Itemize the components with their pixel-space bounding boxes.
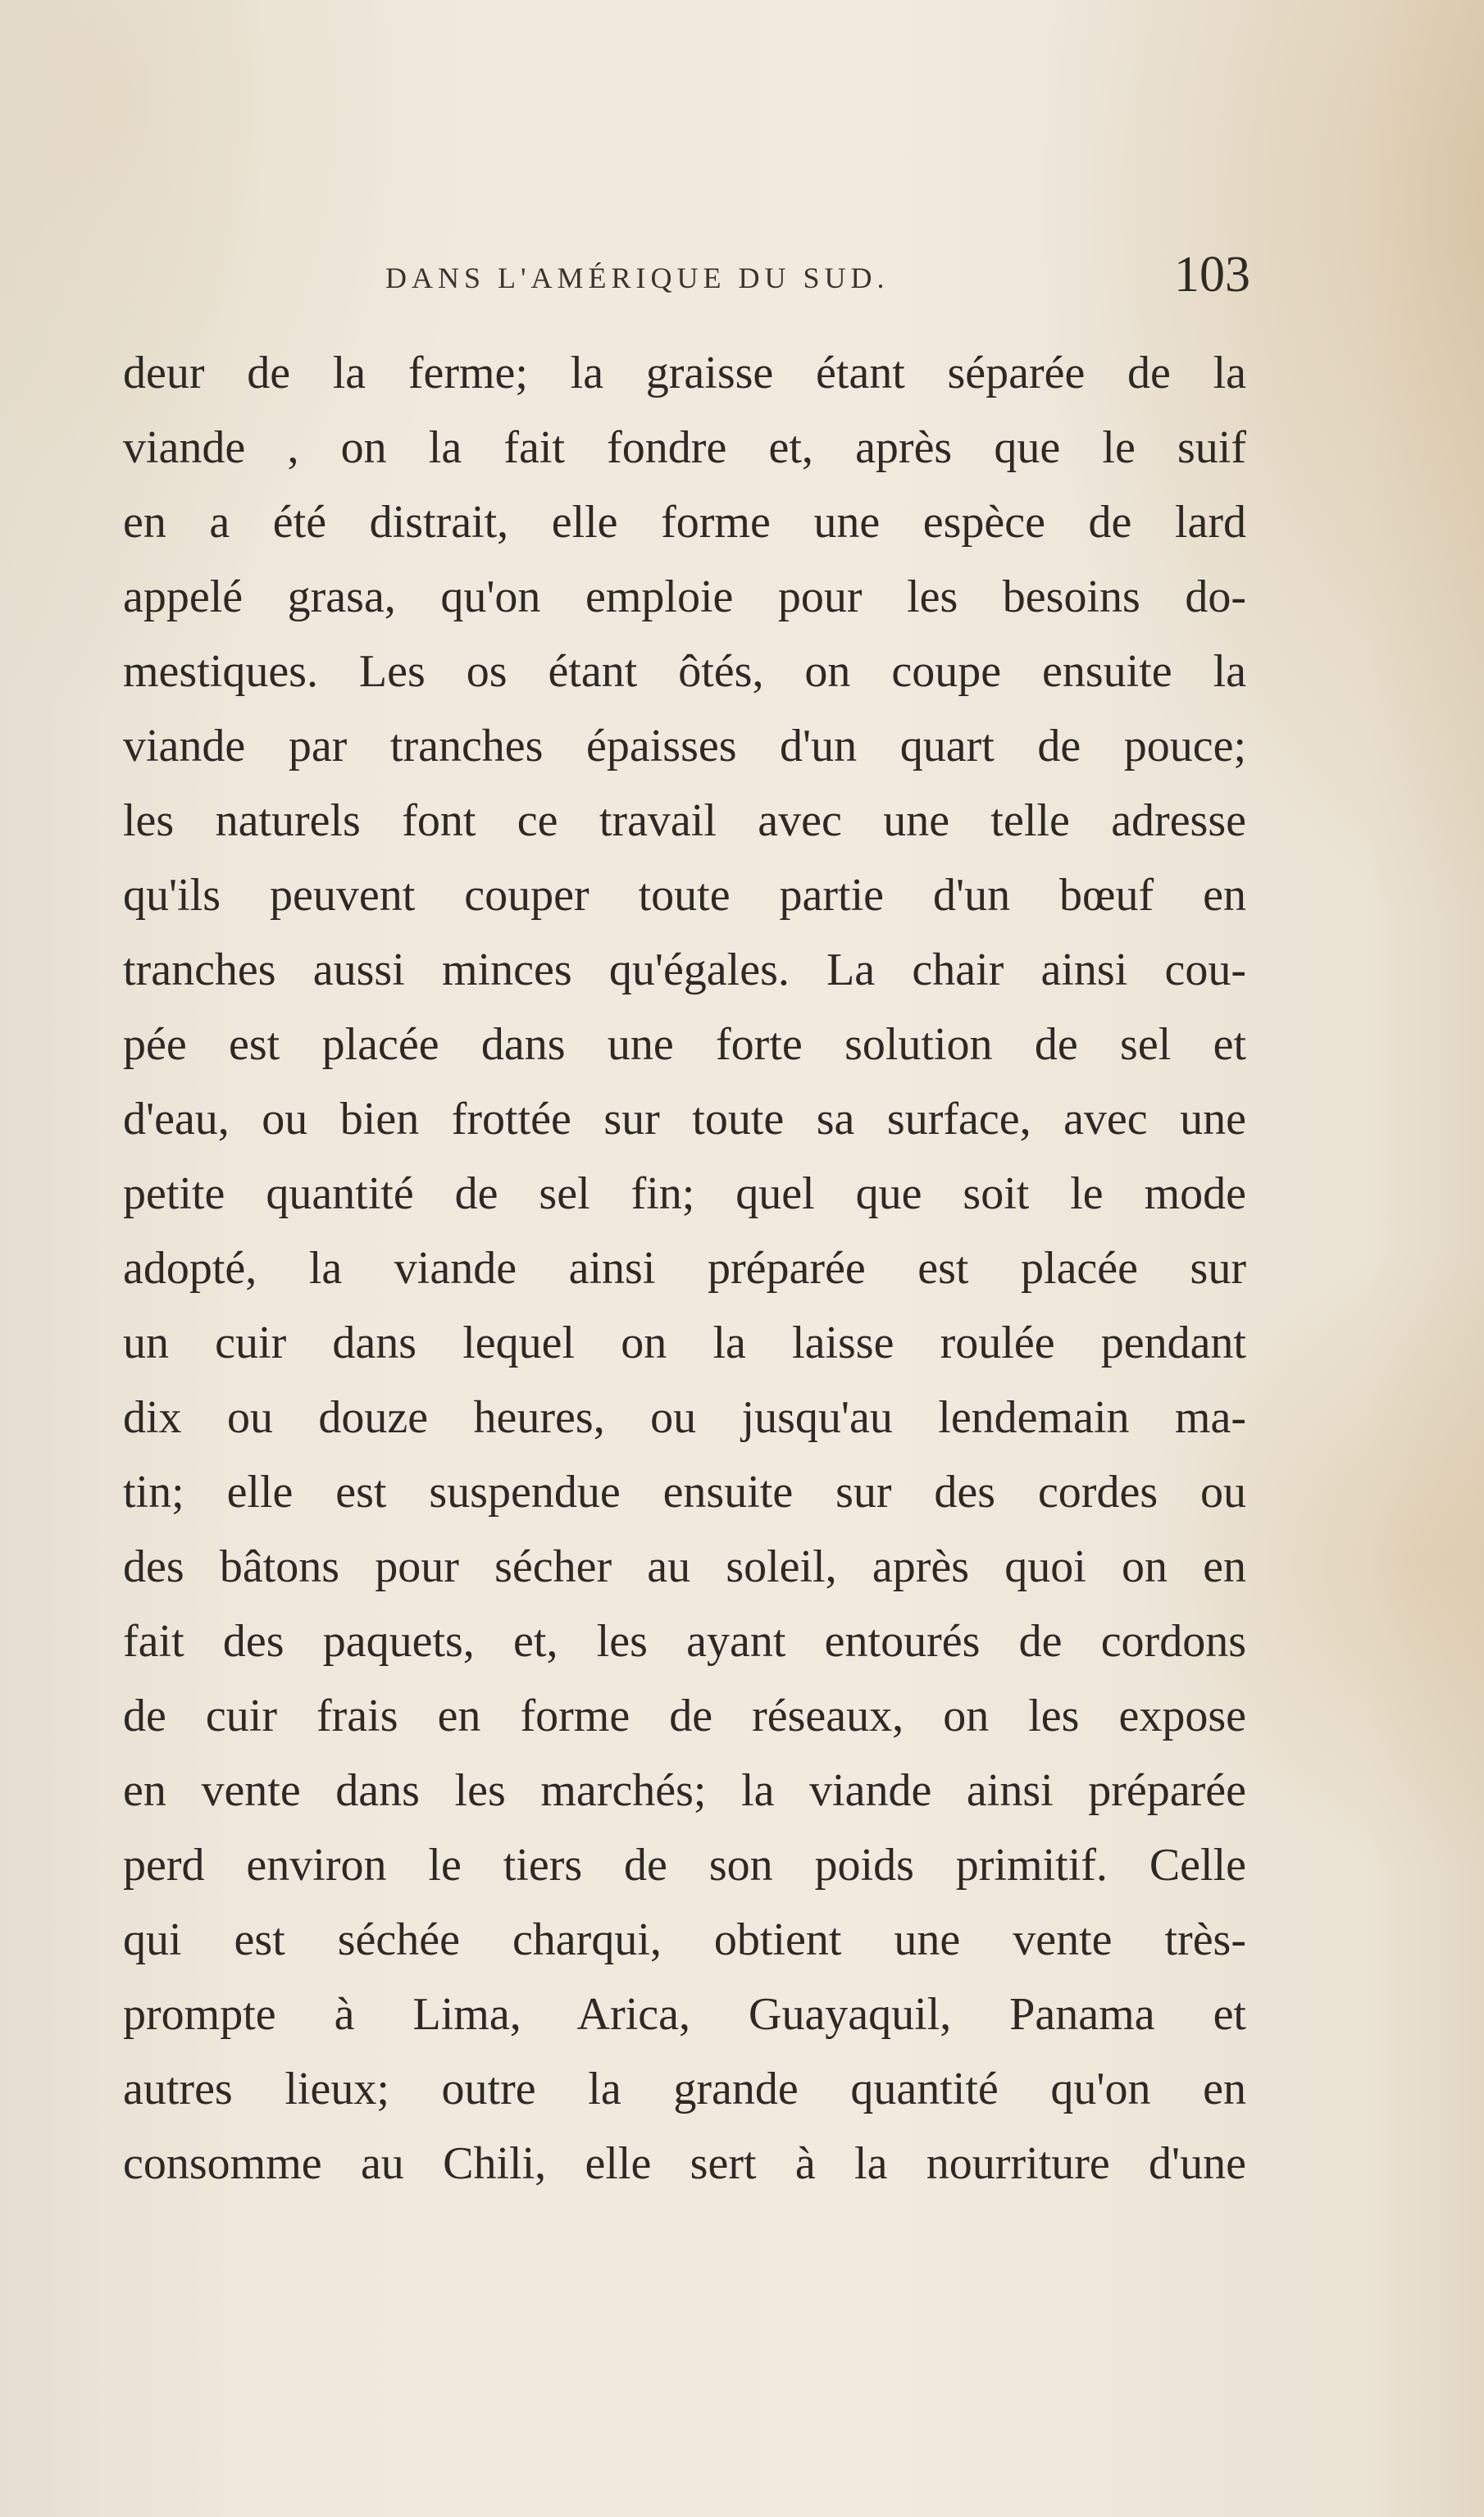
text-line: qui est séchée charqui, obtient une vente très- xyxy=(123,1914,1246,1965)
text-line: pée est placée dans une forte solution de sel et xyxy=(123,1019,1246,1070)
text-line: autres lieux; outre la grande quantité qu'on en xyxy=(123,2064,1246,2114)
text-line: consomme au Chili, elle sert à la nourriture d'une xyxy=(123,2138,1246,2189)
text-line: viande par tranches épaisses d'un quart de pouce; xyxy=(123,721,1246,771)
text-line: en a été distrait, elle forme une espèce de lard xyxy=(123,497,1246,548)
text-line: tranches aussi minces qu'égales. La chair ainsi cou- xyxy=(123,944,1246,995)
text-line: tin; elle est suspendue ensuite sur des cordes ou xyxy=(123,1467,1246,1518)
body-text xyxy=(123,336,1246,2201)
running-title: DANS L'AMÉRIQUE DU SUD. xyxy=(385,262,890,294)
text-line: prompte à Lima, Arica, Guayaquil, Panama et xyxy=(123,1989,1246,2040)
text-line: des bâtons pour sécher au soleil, après quoi on en xyxy=(123,1541,1246,1592)
text-line: fait des paquets, et, les ayant entourés de cordons xyxy=(123,1616,1246,1667)
text-line: un cuir dans lequel on la laisse roulée pendant xyxy=(123,1318,1246,1368)
text-line: de cuir frais en forme de réseaux, on les expose xyxy=(123,1691,1246,1741)
text-line: perd environ le tiers de son poids primitif. Celle xyxy=(123,1840,1246,1891)
text-line: qu'ils peuvent couper toute partie d'un bœuf en xyxy=(123,870,1246,921)
text-line: d'eau, ou bien frottée sur toute sa surface, avec une xyxy=(123,1094,1246,1145)
text-line: mestiques. Les os étant ôtés, on coupe ensuite la xyxy=(123,646,1246,697)
running-header xyxy=(385,246,1259,312)
text-line: deur de la ferme; la graisse étant séparée de la xyxy=(123,348,1246,398)
text-line: petite quantité de sel fin; quel que soit le mode xyxy=(123,1168,1246,1219)
text-line: appelé grasa, qu'on emploie pour les besoins do- xyxy=(123,571,1246,622)
text-line: en vente dans les marchés; la viande ainsi préparée xyxy=(123,1765,1246,1816)
text-line: adopté, la viande ainsi préparée est placée sur xyxy=(123,1243,1246,1294)
text-line: les naturels font ce travail avec une telle adresse xyxy=(123,795,1246,846)
text-line: viande , on la fait fondre et, après que le suif xyxy=(123,422,1246,473)
page-number: 103 xyxy=(1174,247,1250,303)
text-line: dix ou douze heures, ou jusqu'au lendemain ma- xyxy=(123,1392,1246,1443)
